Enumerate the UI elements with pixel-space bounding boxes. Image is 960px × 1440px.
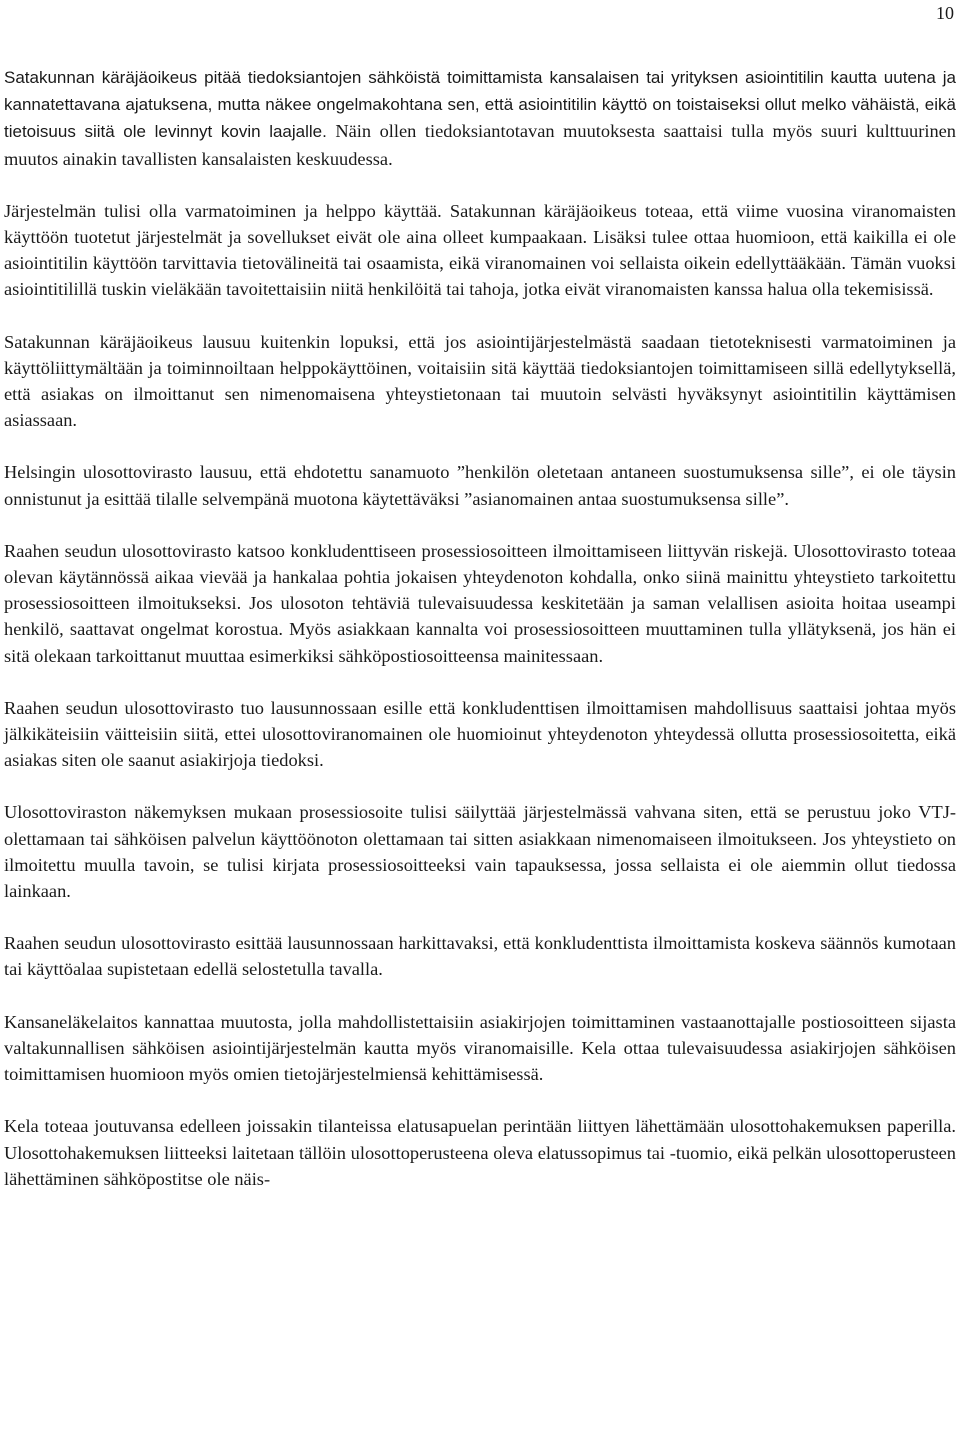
page-number: 10 — [936, 3, 954, 23]
paragraph-8: Raahen seudun ulosottovirasto esittää lausunnossaan harkittavaksi, että konkludenttista ilmoittamista koskeva säännös kumotaan tai käyttöalaa supistetaan edellä selostetulla tavalla. — [4, 933, 956, 980]
paragraph-7: Ulosottoviraston näkemyksen mukaan prosessiosoite tulisi säilyttää järjestelmässä vahvana siten, että se perustuu joko VTJ-olettamaan tai sähköisen palvelun käyttöönoton olettamaan tai sitten asiakkaan nimenomaiseen ilmoitukseen. Jos yhteystieto on ilmoitettu muulla tavoin, se tulisi kirjata prosessiosoitteeksi vain tapauksessa, jossa sellaista ei ole aiemmin ollut tiedossa lainkaan. — [4, 802, 956, 902]
paragraph-3: Satakunnan käräjäoikeus lausuu kuitenkin lopuksi, että jos asiointijärjestelmästä saadaan tietoteknisesti varmatoiminen ja käyttöliittymältään ja toiminnoiltaan helppokäyttöinen, voitaisiin sitä käyttää tiedoksiantojen toimittamiseen sillä edellytyksellä, että asiakas on ilmoittanut sen nimenomaisena yhteystietonaan tai muutoin selvästi hyväksynyt asiointitilin käyttämisen asiassaan. — [4, 331, 956, 431]
paragraph-5: Raahen seudun ulosottovirasto katsoo konkludenttiseen prosessiosoitteen ilmoittamiseen liittyvän riskejä. Ulosottovirasto toteaa olevan käytännössä aikaa vievää ja hankalaa pohtia jokaisen yhteydenoton kohdalla, onko siinä mainittu yhteystieto tarkoitettu prosessiosoitteen ilmoitukseksi. Jos ulosoton tehtäviä tulevaisuudessa keskitetään ja saman velallisen asioita hoitaa useampi henkilö, saattavat ongelmat korostua. Myös asiakkaan kannalta voi prosessiosoitteen muuttaminen tulla yllätyksenä, jos hän ei sitä olekaan tarkoittanut muuttaa esimerkiksi sähköpostiosoitteensa mainitessaan. — [4, 540, 956, 666]
paragraph-2: Järjestelmän tulisi olla varmatoiminen ja helppo käyttää. Satakunnan käräjäoikeus toteaa, että viime vuosina viranomaisten käyttöön tuotetut järjestelmät ja sovellukset eivät ole aina olleet kumpaakaan. Lisäksi tulee ottaa huomioon, että kaikilla ei ole asiointitilin käyttöön tarvittavia tietovälineitä tai osaamista, eikä viranomainen voi sellaista oikein edellyttääkään. Tämän vuoksi asiointitilillä tuskin vieläkään tavoitettaisiin niitä henkilöitä tai tahoja, jotka eivät viranomaisten kanssa halua olla tekemisissä. — [4, 200, 956, 300]
document-body — [4, 64, 956, 1218]
paragraph-1-rest: Näin ollen tiedoksiantotavan muutoksesta saattaisi tulla myös suuri kulttuurinen muutos ainakin tavallisten kansalaisten keskuudessa. — [4, 121, 956, 169]
paragraph-1-lead: Satakunnan käräjäoikeus pitää tiedoksiantojen sähköistä toimittamista kansalaisen tai yrityksen asiointitilin kautta uutena ja kannatettavana ajatuksena, mutta näkee ongelmakohtana sen, että asiointitilin käyttö on toistaiseksi ollut melko vähäistä, eikä tietoisuus siitä ole levinnyt kovin laajalle. — [4, 68, 956, 142]
paragraph-4: Helsingin ulosottovirasto lausuu, että ehdotettu sanamuoto ”henkilön oletetaan antaneen suostumuksensa sille”, ei ole täysin onnistunut ja esittää tilalle selvempänä muotona käytettäväksi ”asianomainen antaa suostumuksensa sille”. — [4, 462, 956, 509]
paragraph-10: Kela toteaa joutuvansa edelleen joissakin tilanteissa elatusapuelan perintään liittyen lähettämään ulosottohakemuksen paperilla. Ulosottohakemuksen liitteeksi laitetaan tällöin ulosottoperusteena oleva elatussopimus tai -tuomio, eikä pelkän ulosottoperusteen lähettäminen sähköpostitse ole näis- — [4, 1116, 956, 1189]
paragraph-1 — [4, 64, 956, 172]
paragraph-6: Raahen seudun ulosottovirasto tuo lausunnossaan esille että konkludenttisen ilmoittamisen mahdollisuus saattaisi johtaa myös jälkikäteisiin väitteisiin siitä, ettei ulosottoviranomainen ole huomioinut yhteydenoton yhteydessä ollutta prosessiosoitetta, eikä asiakas siten ole saanut asiakirjoja tiedoksi. — [4, 697, 956, 771]
paragraph-9: Kansaneläkelaitos kannattaa muutosta, jolla mahdollistettaisiin asiakirjojen toimittaminen vastaanottajalle postiosoitteen sijasta valtakunnallisen sähköisen asiointijärjestelmän kautta myös viranomaisille. Kela ottaa tulevaisuudessa asiakirjojen sähköisen toimittamisen huomioon myös omien tietojärjestelmiensä kehittämisessä. — [4, 1011, 956, 1085]
